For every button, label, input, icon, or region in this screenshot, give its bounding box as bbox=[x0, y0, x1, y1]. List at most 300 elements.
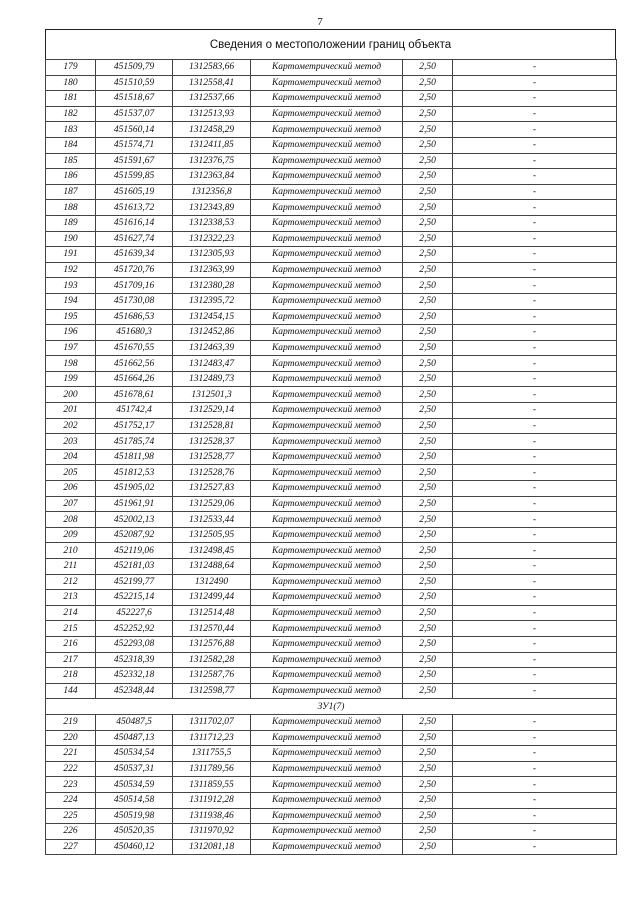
accuracy-cell: 2,50 bbox=[403, 683, 453, 699]
x-coordinate-cell: 450514,58 bbox=[96, 792, 173, 808]
y-coordinate-cell: 1312583,66 bbox=[173, 60, 251, 76]
method-cell: Картометрический метод bbox=[251, 387, 403, 403]
y-coordinate-cell: 1312528,37 bbox=[173, 434, 251, 450]
table-row bbox=[46, 683, 617, 699]
point-number-cell: 181 bbox=[46, 91, 96, 107]
accuracy-cell: 2,50 bbox=[403, 792, 453, 808]
y-coordinate-cell: 1311789,56 bbox=[173, 761, 251, 777]
point-number-cell: 188 bbox=[46, 200, 96, 216]
y-coordinate-cell: 1312363,84 bbox=[173, 169, 251, 185]
description-cell: - bbox=[453, 496, 617, 512]
point-number-cell: 194 bbox=[46, 293, 96, 309]
method-cell: Картометрический метод bbox=[251, 247, 403, 263]
accuracy-cell: 2,50 bbox=[403, 262, 453, 278]
method-cell: Картометрический метод bbox=[251, 200, 403, 216]
accuracy-cell: 2,50 bbox=[403, 309, 453, 325]
y-coordinate-cell: 1312537,66 bbox=[173, 91, 251, 107]
y-coordinate-cell: 1312363,99 bbox=[173, 262, 251, 278]
y-coordinate-cell: 1312463,39 bbox=[173, 340, 251, 356]
x-coordinate-cell: 452002,13 bbox=[96, 512, 173, 528]
x-coordinate-cell: 451574,71 bbox=[96, 137, 173, 153]
description-cell: - bbox=[453, 247, 617, 263]
point-number-cell: 200 bbox=[46, 387, 96, 403]
method-cell: Картометрический метод bbox=[251, 262, 403, 278]
method-cell: Картометрический метод bbox=[251, 730, 403, 746]
y-coordinate-cell: 1312498,45 bbox=[173, 543, 251, 559]
point-number-cell: 222 bbox=[46, 761, 96, 777]
point-number-cell: 180 bbox=[46, 75, 96, 91]
point-number-cell: 193 bbox=[46, 278, 96, 294]
table-row bbox=[46, 91, 617, 107]
point-number-cell: 209 bbox=[46, 527, 96, 543]
point-number-cell: 187 bbox=[46, 184, 96, 200]
method-cell: Картометрический метод bbox=[251, 403, 403, 419]
y-coordinate-cell: 1312570,44 bbox=[173, 621, 251, 637]
point-number-cell: 184 bbox=[46, 137, 96, 153]
y-coordinate-cell: 1312454,15 bbox=[173, 309, 251, 325]
method-cell: Картометрический метод bbox=[251, 839, 403, 855]
accuracy-cell: 2,50 bbox=[403, 153, 453, 169]
method-cell: Картометрический метод bbox=[251, 792, 403, 808]
x-coordinate-cell: 452318,39 bbox=[96, 652, 173, 668]
method-cell: Картометрический метод bbox=[251, 543, 403, 559]
x-coordinate-cell: 450537,31 bbox=[96, 761, 173, 777]
method-cell: Картометрический метод bbox=[251, 325, 403, 341]
method-cell: Картометрический метод bbox=[251, 106, 403, 122]
point-number-cell: 224 bbox=[46, 792, 96, 808]
accuracy-cell: 2,50 bbox=[403, 60, 453, 76]
point-number-cell: 214 bbox=[46, 605, 96, 621]
table-header: Сведения о местоположении границ объекта bbox=[45, 29, 616, 60]
y-coordinate-cell: 1312558,41 bbox=[173, 75, 251, 91]
table-row bbox=[46, 761, 617, 777]
description-cell: - bbox=[453, 309, 617, 325]
accuracy-cell: 2,50 bbox=[403, 668, 453, 684]
table-row bbox=[46, 824, 617, 840]
table-row bbox=[46, 496, 617, 512]
accuracy-cell: 2,50 bbox=[403, 574, 453, 590]
table-row bbox=[46, 340, 617, 356]
method-cell: Картометрический метод bbox=[251, 169, 403, 185]
x-coordinate-cell: 450519,98 bbox=[96, 808, 173, 824]
accuracy-cell: 2,50 bbox=[403, 169, 453, 185]
point-number-cell: 225 bbox=[46, 808, 96, 824]
point-number-cell: 221 bbox=[46, 746, 96, 762]
description-cell: - bbox=[453, 106, 617, 122]
description-cell: - bbox=[453, 543, 617, 559]
point-number-cell: 179 bbox=[46, 60, 96, 76]
method-cell: Картометрический метод bbox=[251, 683, 403, 699]
accuracy-cell: 2,50 bbox=[403, 231, 453, 247]
description-cell: - bbox=[453, 403, 617, 419]
method-cell: Картометрический метод bbox=[251, 356, 403, 372]
method-cell: Картометрический метод bbox=[251, 824, 403, 840]
method-cell: Картометрический метод bbox=[251, 434, 403, 450]
x-coordinate-cell: 451613,72 bbox=[96, 200, 173, 216]
description-cell: - bbox=[453, 91, 617, 107]
accuracy-cell: 2,50 bbox=[403, 777, 453, 793]
x-coordinate-cell: 451686,53 bbox=[96, 309, 173, 325]
x-coordinate-cell: 451680,3 bbox=[96, 325, 173, 341]
x-coordinate-cell: 451518,67 bbox=[96, 91, 173, 107]
accuracy-cell: 2,50 bbox=[403, 215, 453, 231]
accuracy-cell: 2,50 bbox=[403, 200, 453, 216]
accuracy-cell: 2,50 bbox=[403, 481, 453, 497]
accuracy-cell: 2,50 bbox=[403, 730, 453, 746]
y-coordinate-cell: 1311712,23 bbox=[173, 730, 251, 746]
description-cell: - bbox=[453, 215, 617, 231]
method-cell: Картометрический метод bbox=[251, 496, 403, 512]
method-cell: Картометрический метод bbox=[251, 668, 403, 684]
y-coordinate-cell: 1312490 bbox=[173, 574, 251, 590]
point-number-cell: 208 bbox=[46, 512, 96, 528]
description-cell: - bbox=[453, 605, 617, 621]
description-cell: - bbox=[453, 590, 617, 606]
x-coordinate-cell: 452199,77 bbox=[96, 574, 173, 590]
x-coordinate-cell: 451509,79 bbox=[96, 60, 173, 76]
method-cell: Картометрический метод bbox=[251, 371, 403, 387]
accuracy-cell: 2,50 bbox=[403, 636, 453, 652]
description-cell: - bbox=[453, 808, 617, 824]
table-row bbox=[46, 153, 617, 169]
accuracy-cell: 2,50 bbox=[403, 325, 453, 341]
point-number-cell: 212 bbox=[46, 574, 96, 590]
accuracy-cell: 2,50 bbox=[403, 293, 453, 309]
point-number-cell: 206 bbox=[46, 481, 96, 497]
accuracy-cell: 2,50 bbox=[403, 714, 453, 730]
table-row bbox=[46, 122, 617, 138]
point-number-cell: 196 bbox=[46, 325, 96, 341]
y-coordinate-cell: 1312505,95 bbox=[173, 527, 251, 543]
y-coordinate-cell: 1312483,47 bbox=[173, 356, 251, 372]
description-cell: - bbox=[453, 465, 617, 481]
table-row bbox=[46, 434, 617, 450]
x-coordinate-cell: 451670,55 bbox=[96, 340, 173, 356]
x-coordinate-cell: 451678,61 bbox=[96, 387, 173, 403]
x-coordinate-cell: 450487,13 bbox=[96, 730, 173, 746]
point-number-cell: 226 bbox=[46, 824, 96, 840]
point-number-cell: 218 bbox=[46, 668, 96, 684]
method-cell: Картометрический метод bbox=[251, 340, 403, 356]
x-coordinate-cell: 451639,34 bbox=[96, 247, 173, 263]
description-cell: - bbox=[453, 184, 617, 200]
accuracy-cell: 2,50 bbox=[403, 184, 453, 200]
boundary-table-sheet bbox=[45, 29, 616, 855]
table-row bbox=[46, 746, 617, 762]
table-row bbox=[46, 137, 617, 153]
description-cell: - bbox=[453, 559, 617, 575]
point-number-cell: 219 bbox=[46, 714, 96, 730]
description-cell: - bbox=[453, 325, 617, 341]
x-coordinate-cell: 452227,6 bbox=[96, 605, 173, 621]
x-coordinate-cell: 451961,91 bbox=[96, 496, 173, 512]
description-cell: - bbox=[453, 512, 617, 528]
y-coordinate-cell: 1311938,46 bbox=[173, 808, 251, 824]
method-cell: Картометрический метод bbox=[251, 636, 403, 652]
point-number-cell: 185 bbox=[46, 153, 96, 169]
y-coordinate-cell: 1312305,93 bbox=[173, 247, 251, 263]
table-row bbox=[46, 403, 617, 419]
table-row bbox=[46, 293, 617, 309]
x-coordinate-cell: 450487,5 bbox=[96, 714, 173, 730]
table-row bbox=[46, 668, 617, 684]
accuracy-cell: 2,50 bbox=[403, 106, 453, 122]
method-cell: Картометрический метод bbox=[251, 652, 403, 668]
y-coordinate-cell: 1312533,44 bbox=[173, 512, 251, 528]
y-coordinate-cell: 1312376,75 bbox=[173, 153, 251, 169]
x-coordinate-cell: 452332,18 bbox=[96, 668, 173, 684]
method-cell: Картометрический метод bbox=[251, 465, 403, 481]
point-number-cell: 217 bbox=[46, 652, 96, 668]
table-row bbox=[46, 371, 617, 387]
description-cell: - bbox=[453, 434, 617, 450]
table-row bbox=[46, 714, 617, 730]
x-coordinate-cell: 451662,56 bbox=[96, 356, 173, 372]
y-coordinate-cell: 1311970,92 bbox=[173, 824, 251, 840]
method-cell: Картометрический метод bbox=[251, 75, 403, 91]
y-coordinate-cell: 1312452,86 bbox=[173, 325, 251, 341]
table-row bbox=[46, 527, 617, 543]
y-coordinate-cell: 1312322,23 bbox=[173, 231, 251, 247]
x-coordinate-cell: 451627,74 bbox=[96, 231, 173, 247]
description-cell: - bbox=[453, 153, 617, 169]
x-coordinate-cell: 451664,26 bbox=[96, 371, 173, 387]
description-cell: - bbox=[453, 449, 617, 465]
description-cell: - bbox=[453, 137, 617, 153]
accuracy-cell: 2,50 bbox=[403, 512, 453, 528]
table-row bbox=[46, 60, 617, 76]
method-cell: Картометрический метод bbox=[251, 574, 403, 590]
x-coordinate-cell: 452119,06 bbox=[96, 543, 173, 559]
point-number-cell: 207 bbox=[46, 496, 96, 512]
x-coordinate-cell: 450534,54 bbox=[96, 746, 173, 762]
point-number-cell: 204 bbox=[46, 449, 96, 465]
page-number: 7 bbox=[317, 16, 323, 28]
x-coordinate-cell: 450520,35 bbox=[96, 824, 173, 840]
description-cell: - bbox=[453, 262, 617, 278]
description-cell: - bbox=[453, 169, 617, 185]
description-cell: - bbox=[453, 371, 617, 387]
table-row bbox=[46, 169, 617, 185]
point-number-cell: 182 bbox=[46, 106, 96, 122]
method-cell: Картометрический метод bbox=[251, 481, 403, 497]
accuracy-cell: 2,50 bbox=[403, 527, 453, 543]
method-cell: Картометрический метод bbox=[251, 309, 403, 325]
description-cell: - bbox=[453, 387, 617, 403]
x-coordinate-cell: 450460,12 bbox=[96, 839, 173, 855]
y-coordinate-cell: 1312528,81 bbox=[173, 418, 251, 434]
description-cell: - bbox=[453, 75, 617, 91]
y-coordinate-cell: 1312582,28 bbox=[173, 652, 251, 668]
accuracy-cell: 2,50 bbox=[403, 839, 453, 855]
x-coordinate-cell: 452215,14 bbox=[96, 590, 173, 606]
accuracy-cell: 2,50 bbox=[403, 465, 453, 481]
method-cell: Картометрический метод bbox=[251, 278, 403, 294]
method-cell: Картометрический метод bbox=[251, 60, 403, 76]
x-coordinate-cell: 452252,92 bbox=[96, 621, 173, 637]
description-cell: - bbox=[453, 636, 617, 652]
y-coordinate-cell: 1312527,83 bbox=[173, 481, 251, 497]
y-coordinate-cell: 1312343,89 bbox=[173, 200, 251, 216]
accuracy-cell: 2,50 bbox=[403, 621, 453, 637]
accuracy-cell: 2,50 bbox=[403, 122, 453, 138]
table-row bbox=[46, 590, 617, 606]
method-cell: Картометрический метод bbox=[251, 512, 403, 528]
accuracy-cell: 2,50 bbox=[403, 371, 453, 387]
y-coordinate-cell: 1312380,28 bbox=[173, 278, 251, 294]
y-coordinate-cell: 1312513,93 bbox=[173, 106, 251, 122]
table-row bbox=[46, 418, 617, 434]
point-number-cell: 199 bbox=[46, 371, 96, 387]
coordinates-table bbox=[45, 59, 617, 855]
method-cell: Картометрический метод bbox=[251, 184, 403, 200]
accuracy-cell: 2,50 bbox=[403, 761, 453, 777]
y-coordinate-cell: 1312356,8 bbox=[173, 184, 251, 200]
y-coordinate-cell: 1312514,48 bbox=[173, 605, 251, 621]
x-coordinate-cell: 451720,76 bbox=[96, 262, 173, 278]
x-coordinate-cell: 452348,44 bbox=[96, 683, 173, 699]
x-coordinate-cell: 451812,53 bbox=[96, 465, 173, 481]
y-coordinate-cell: 1312081,18 bbox=[173, 839, 251, 855]
table-row bbox=[46, 559, 617, 575]
point-number-cell: 210 bbox=[46, 543, 96, 559]
method-cell: Картометрический метод bbox=[251, 761, 403, 777]
section-label: ЗУ1(7) bbox=[46, 699, 617, 715]
method-cell: Картометрический метод bbox=[251, 746, 403, 762]
accuracy-cell: 2,50 bbox=[403, 278, 453, 294]
x-coordinate-cell: 452181,03 bbox=[96, 559, 173, 575]
y-coordinate-cell: 1312528,76 bbox=[173, 465, 251, 481]
point-number-cell: 189 bbox=[46, 215, 96, 231]
y-coordinate-cell: 1312395,72 bbox=[173, 293, 251, 309]
point-number-cell: 198 bbox=[46, 356, 96, 372]
x-coordinate-cell: 451742,4 bbox=[96, 403, 173, 419]
table-row bbox=[46, 449, 617, 465]
y-coordinate-cell: 1312587,76 bbox=[173, 668, 251, 684]
description-cell: - bbox=[453, 231, 617, 247]
description-cell: - bbox=[453, 668, 617, 684]
y-coordinate-cell: 1312529,14 bbox=[173, 403, 251, 419]
table-row bbox=[46, 792, 617, 808]
x-coordinate-cell: 451785,74 bbox=[96, 434, 173, 450]
x-coordinate-cell: 451730,08 bbox=[96, 293, 173, 309]
description-cell: - bbox=[453, 60, 617, 76]
table-row bbox=[46, 387, 617, 403]
point-number-cell: 191 bbox=[46, 247, 96, 263]
method-cell: Картометрический метод bbox=[251, 293, 403, 309]
method-cell: Картометрический метод bbox=[251, 91, 403, 107]
accuracy-cell: 2,50 bbox=[403, 746, 453, 762]
table-row bbox=[46, 247, 617, 263]
table-row bbox=[46, 730, 617, 746]
point-number-cell: 197 bbox=[46, 340, 96, 356]
x-coordinate-cell: 450534,59 bbox=[96, 777, 173, 793]
x-coordinate-cell: 451709,16 bbox=[96, 278, 173, 294]
table-row bbox=[46, 262, 617, 278]
description-cell: - bbox=[453, 839, 617, 855]
table-row bbox=[46, 777, 617, 793]
method-cell: Картометрический метод bbox=[251, 777, 403, 793]
description-cell: - bbox=[453, 621, 617, 637]
method-cell: Картометрический метод bbox=[251, 449, 403, 465]
description-cell: - bbox=[453, 481, 617, 497]
description-cell: - bbox=[453, 574, 617, 590]
description-cell: - bbox=[453, 418, 617, 434]
accuracy-cell: 2,50 bbox=[403, 605, 453, 621]
method-cell: Картометрический метод bbox=[251, 418, 403, 434]
description-cell: - bbox=[453, 761, 617, 777]
y-coordinate-cell: 1312499,44 bbox=[173, 590, 251, 606]
x-coordinate-cell: 451599,85 bbox=[96, 169, 173, 185]
description-cell: - bbox=[453, 730, 617, 746]
point-number-cell: 227 bbox=[46, 839, 96, 855]
section-row bbox=[46, 699, 617, 715]
method-cell: Картометрический метод bbox=[251, 215, 403, 231]
table-row bbox=[46, 465, 617, 481]
coordinates-table-body bbox=[46, 60, 617, 855]
accuracy-cell: 2,50 bbox=[403, 91, 453, 107]
y-coordinate-cell: 1312576,88 bbox=[173, 636, 251, 652]
x-coordinate-cell: 451537,07 bbox=[96, 106, 173, 122]
accuracy-cell: 2,50 bbox=[403, 543, 453, 559]
point-number-cell: 205 bbox=[46, 465, 96, 481]
description-cell: - bbox=[453, 746, 617, 762]
accuracy-cell: 2,50 bbox=[403, 75, 453, 91]
point-number-cell: 223 bbox=[46, 777, 96, 793]
point-number-cell: 195 bbox=[46, 309, 96, 325]
description-cell: - bbox=[453, 293, 617, 309]
y-coordinate-cell: 1312411,85 bbox=[173, 137, 251, 153]
y-coordinate-cell: 1312529,06 bbox=[173, 496, 251, 512]
table-row bbox=[46, 309, 617, 325]
description-cell: - bbox=[453, 792, 617, 808]
accuracy-cell: 2,50 bbox=[403, 496, 453, 512]
point-number-cell: 144 bbox=[46, 683, 96, 699]
description-cell: - bbox=[453, 777, 617, 793]
table-row bbox=[46, 543, 617, 559]
accuracy-cell: 2,50 bbox=[403, 403, 453, 419]
accuracy-cell: 2,50 bbox=[403, 137, 453, 153]
y-coordinate-cell: 1312598,77 bbox=[173, 683, 251, 699]
accuracy-cell: 2,50 bbox=[403, 356, 453, 372]
point-number-cell: 192 bbox=[46, 262, 96, 278]
x-coordinate-cell: 451905,02 bbox=[96, 481, 173, 497]
y-coordinate-cell: 1311755,5 bbox=[173, 746, 251, 762]
description-cell: - bbox=[453, 683, 617, 699]
description-cell: - bbox=[453, 122, 617, 138]
y-coordinate-cell: 1311702,07 bbox=[173, 714, 251, 730]
table-row bbox=[46, 356, 617, 372]
y-coordinate-cell: 1312338,53 bbox=[173, 215, 251, 231]
point-number-cell: 183 bbox=[46, 122, 96, 138]
y-coordinate-cell: 1311859,55 bbox=[173, 777, 251, 793]
description-cell: - bbox=[453, 527, 617, 543]
table-row bbox=[46, 75, 617, 91]
accuracy-cell: 2,50 bbox=[403, 247, 453, 263]
method-cell: Картометрический метод bbox=[251, 621, 403, 637]
table-row bbox=[46, 184, 617, 200]
method-cell: Картометрический метод bbox=[251, 559, 403, 575]
method-cell: Картометрический метод bbox=[251, 605, 403, 621]
x-coordinate-cell: 451811,98 bbox=[96, 449, 173, 465]
table-row bbox=[46, 636, 617, 652]
table-row bbox=[46, 481, 617, 497]
point-number-cell: 190 bbox=[46, 231, 96, 247]
accuracy-cell: 2,50 bbox=[403, 418, 453, 434]
point-number-cell: 203 bbox=[46, 434, 96, 450]
accuracy-cell: 2,50 bbox=[403, 590, 453, 606]
x-coordinate-cell: 452087,92 bbox=[96, 527, 173, 543]
